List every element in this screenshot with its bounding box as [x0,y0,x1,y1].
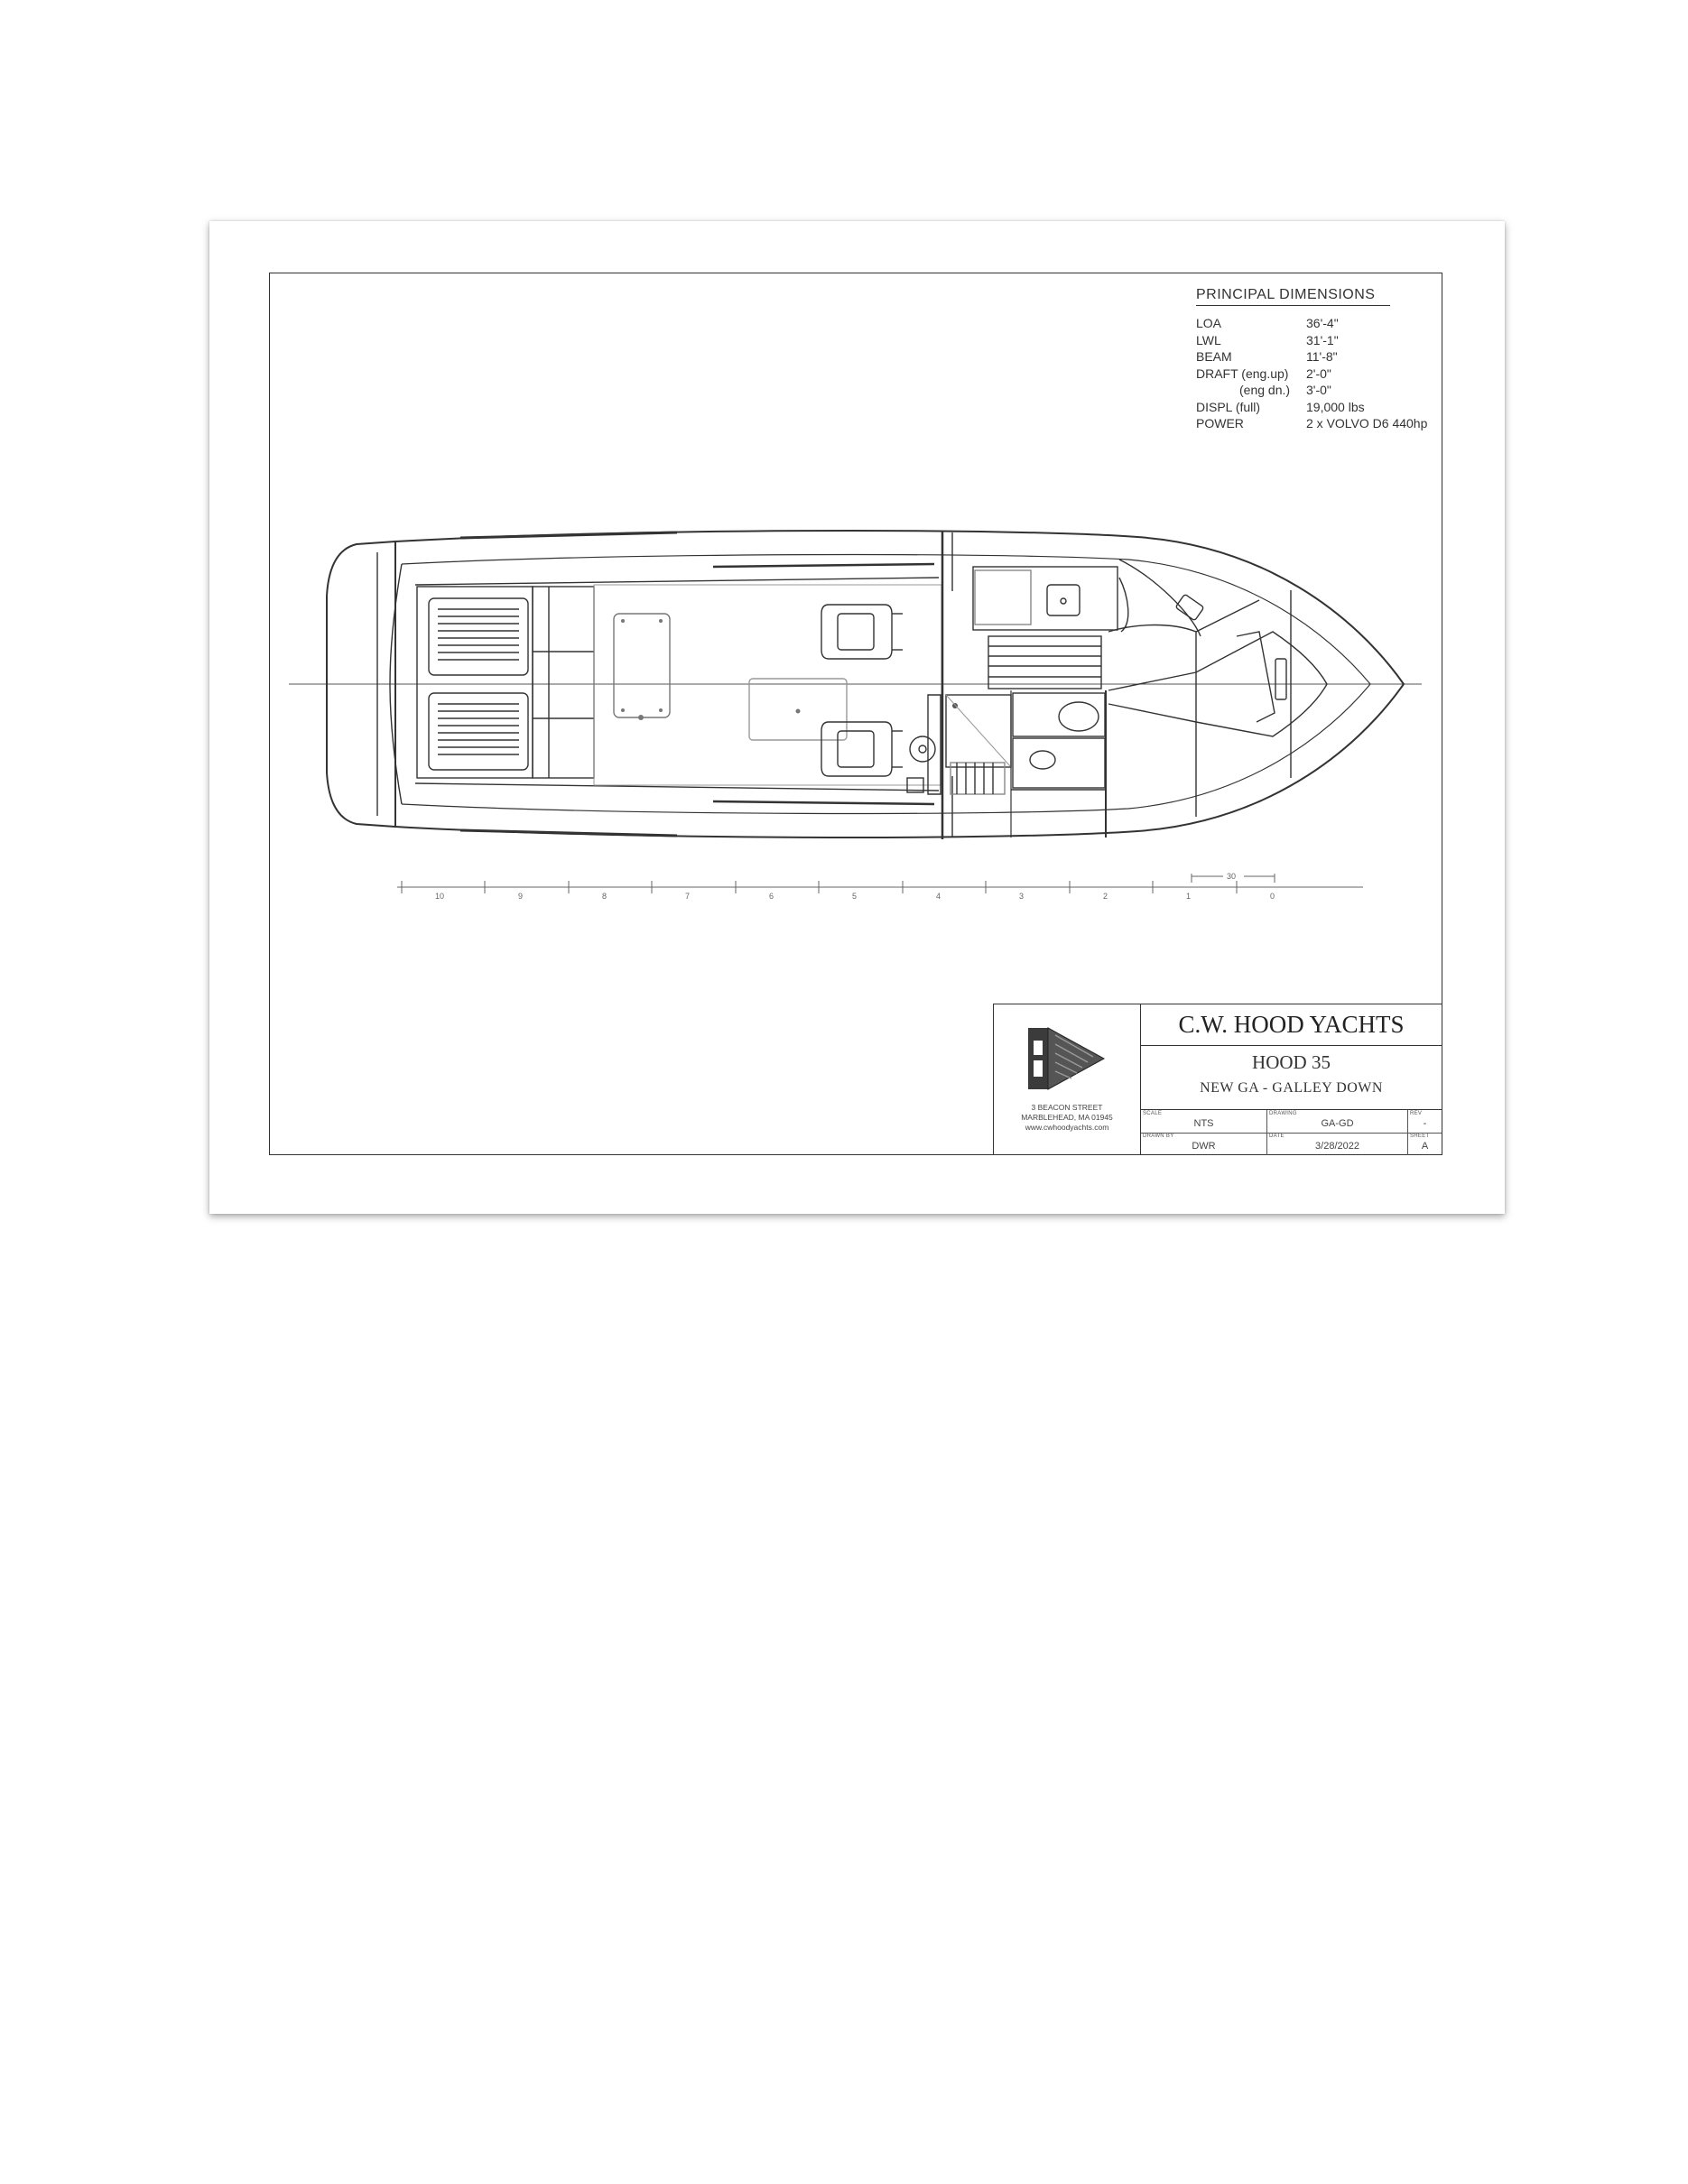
field-value: A [1421,1141,1429,1152]
principal-dimensions-heading: PRINCIPAL DIMENSIONS [1196,287,1390,306]
field-label: DRAWING [1269,1111,1297,1116]
cockpit-table [614,614,670,717]
dim-value: 2'-0" [1306,366,1331,381]
address-line: MARBLEHEAD, MA 01945 [1021,1113,1113,1122]
v-berth [1108,560,1327,817]
field-label: REV [1410,1111,1423,1116]
scale-bar [397,874,1363,893]
scale-tick-label: 1 [1186,892,1192,901]
hatch-icon [1175,594,1204,621]
field-value: DWR [1192,1141,1216,1152]
aft-bench-seat [533,587,594,778]
field-label: SHEET [1410,1134,1430,1139]
galley-sink-icon [1047,585,1080,615]
scale-tick-label: 3 [1019,892,1025,901]
scale-tick-label: 7 [685,892,691,901]
dim-value: 2 x VOLVO D6 440hp [1306,416,1428,430]
address-line: 3 BEACON STREET [1031,1103,1103,1112]
title-block-fields [1141,1109,1442,1155]
dim-label: (eng dn.) [1239,383,1291,397]
drawing-description: NEW GA - GALLEY DOWN [1200,1080,1383,1096]
helm-console [907,695,941,794]
aft-deck-area [417,587,533,778]
scale-tick-label: 8 [602,892,607,901]
field-label: DRAWN BY [1143,1134,1174,1139]
company-address [994,1103,1140,1133]
dim-value: 31'-1" [1306,332,1339,347]
companionway-steps [988,636,1101,689]
scale-tick-label: 5 [852,892,858,901]
scale-tick-label: 2 [1103,892,1108,901]
field-rev [1408,1110,1442,1133]
company-name: C.W. HOOD YACHTS [1141,1004,1442,1046]
field-date [1267,1133,1408,1155]
field-drawn-by [1141,1133,1267,1155]
helm-seat-starboard [821,722,903,776]
dim-label: BEAM [1196,349,1232,364]
field-value: GA-GD [1321,1118,1354,1129]
toilet-icon [1059,702,1099,731]
dim-label: LOA [1196,316,1222,330]
dim-value: 11'-8" [1306,349,1338,364]
scale-dimension-label: 30 [1227,872,1237,881]
logo-cell [994,1004,1141,1154]
scale-tick-label: 10 [435,892,445,901]
field-value: 3/28/2022 [1315,1141,1359,1152]
scale-tick-label: 9 [518,892,524,901]
title-block [993,1004,1442,1155]
website-line: www.cwhoodyachts.com [1025,1123,1109,1132]
galley [973,567,1128,632]
field-value: NTS [1193,1118,1214,1129]
dim-label: DISPL (full) [1196,399,1261,414]
head-sink-icon [1030,751,1055,769]
field-label: DATE [1269,1134,1285,1139]
cw-hood-flag-logo [994,1004,1140,1099]
helm-seat-port [821,605,903,659]
field-scale [1141,1110,1267,1133]
scale-tick-label: 4 [936,892,941,901]
model-name: HOOD 35 [1252,1051,1331,1073]
dim-label: LWL [1196,332,1221,347]
dim-value: 36'-4" [1306,316,1339,330]
cockpit-area [594,585,941,785]
scale-tick-label: 0 [1270,892,1275,901]
dim-value: 19,000 lbs [1306,399,1365,414]
scale-tick-label: 6 [769,892,774,901]
head-compartment [946,693,1105,794]
field-drawing [1267,1110,1408,1133]
field-label: SCALE [1143,1111,1163,1116]
field-sheet [1408,1133,1442,1155]
dim-label: DRAFT (eng.up) [1196,366,1289,381]
aft-hatch-starboard [429,693,528,770]
helm-wheel-icon [910,736,935,762]
dim-label: POWER [1196,416,1244,430]
aft-hatch-port [429,598,528,675]
field-value: - [1423,1118,1427,1129]
dim-value: 3'-0" [1306,383,1331,397]
